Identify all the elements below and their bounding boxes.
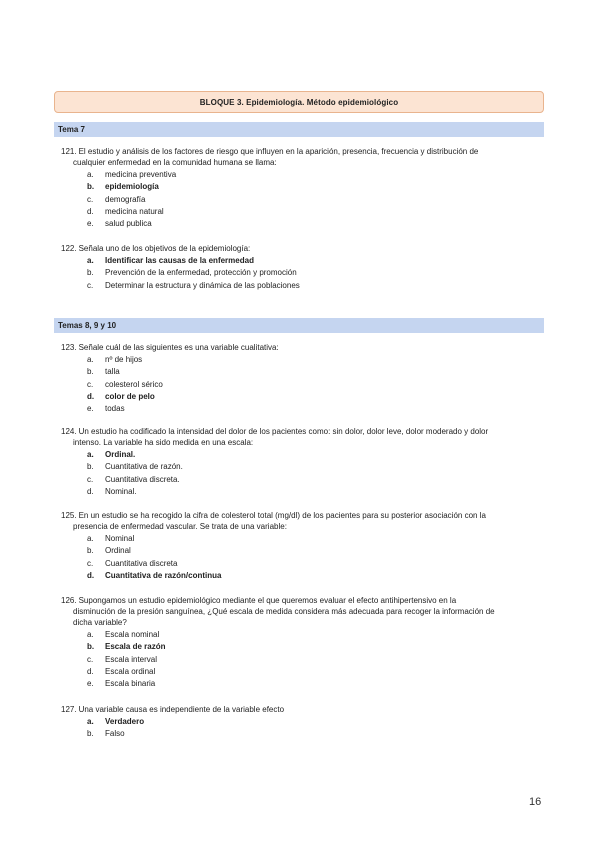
option-letter: a. [87, 355, 94, 364]
option[interactable] [61, 218, 541, 230]
option-letter: c. [87, 654, 94, 664]
topic-bar-temas-8-9-10: Temas 8, 9 y 10 [54, 318, 544, 333]
option-text: Ordinal [105, 546, 131, 556]
option-text: Escala ordinal [105, 666, 156, 676]
option-text: Cuantitativa de razón/continua [105, 570, 222, 580]
option-letter: b. [87, 729, 94, 739]
option-letter: e. [87, 679, 94, 689]
option-text: Identificar las causas de la enfermedad [105, 256, 254, 265]
option-letter: c. [87, 379, 94, 389]
option[interactable] [61, 354, 541, 366]
option-text: Cuantitativa discreta [105, 558, 178, 568]
question-127 [61, 704, 541, 741]
option-letter: a. [87, 450, 94, 459]
option-text: colesterol sérico [105, 379, 163, 389]
option[interactable] [61, 728, 541, 740]
question-121 [61, 146, 541, 230]
option-text: Cuantitativa de razón. [105, 462, 183, 472]
option-letter: b. [87, 268, 94, 278]
option-letter: b. [87, 182, 95, 192]
option-text: talla [105, 367, 120, 377]
question-text [61, 426, 541, 448]
options-list [61, 716, 541, 741]
question-line: dicha variable? [73, 618, 127, 627]
question-line: cualquier enfermedad en la comunidad humana se llama: [73, 158, 277, 167]
option-correct[interactable] [61, 449, 541, 461]
option[interactable] [61, 267, 541, 279]
option[interactable] [61, 654, 541, 666]
question-text [61, 342, 541, 353]
topic-bar-tema-7: Tema 7 [54, 122, 544, 137]
option-text: medicina preventiva [105, 170, 177, 179]
question-number: 121. [61, 147, 77, 156]
option-text: color de pelo [105, 391, 155, 401]
option[interactable] [61, 366, 541, 378]
question-text [61, 704, 541, 715]
question-number: 127. [61, 705, 77, 714]
option-letter: c. [87, 558, 94, 568]
option[interactable] [61, 169, 541, 181]
option[interactable] [61, 280, 541, 292]
option[interactable] [61, 194, 541, 206]
question-text [61, 146, 541, 168]
option-letter: c. [87, 280, 94, 290]
question-text [61, 595, 541, 628]
question-line: Un estudio ha codificado la intensidad del dolor de los pacientes como: sin dolor, dolor leve, dolor moderado y dolor [78, 427, 489, 436]
option-text: Verdadero [105, 717, 145, 726]
question-123 [61, 342, 541, 415]
question-line: Una variable causa es independiente de la variable efecto [78, 705, 285, 714]
option-letter: b. [87, 642, 95, 652]
question-line: Supongamos un estudio epidemiológico mediante el que queremos evaluar el efecto antihipertensivo en la [78, 596, 457, 605]
option-correct[interactable] [61, 716, 541, 728]
question-124 [61, 426, 541, 498]
option[interactable] [61, 474, 541, 486]
option-letter: d. [87, 391, 95, 401]
question-line: En un estudio se ha recogido la cifra de colesterol total (mg/dl) de los pacientes para su posterior asociación con la [78, 511, 486, 520]
option[interactable] [61, 678, 541, 690]
question-number: 123. [61, 343, 77, 352]
option[interactable] [61, 206, 541, 218]
options-list [61, 255, 541, 292]
question-number: 124. [61, 427, 77, 436]
question-line: Señale cuál de las siguientes es una variable cualitativa: [78, 343, 279, 352]
option-text: Escala interval [105, 654, 158, 664]
option-correct[interactable] [61, 570, 541, 582]
option-letter: c. [87, 194, 94, 204]
option-text: nº de hijos [105, 355, 143, 364]
option-letter: a. [87, 630, 94, 639]
option-text: Falso [105, 729, 125, 739]
question-line: Señala uno de los objetivos de la epidemiología: [78, 244, 251, 253]
question-line: presencia de enfermedad vascular. Se trata de una variable: [73, 522, 287, 531]
question-text [61, 510, 541, 532]
option-text: Nominal. [105, 486, 137, 496]
block-title: BLOQUE 3. Epidemiología. Método epidemiológico [54, 91, 544, 113]
option-correct[interactable] [61, 641, 541, 653]
option[interactable] [61, 379, 541, 391]
option-text: Cuantitativa discreta. [105, 474, 180, 484]
option-text: medicina natural [105, 206, 164, 216]
option[interactable] [61, 533, 541, 545]
option-correct[interactable] [61, 181, 541, 193]
question-number: 122. [61, 244, 77, 253]
option[interactable] [61, 629, 541, 641]
option-correct[interactable] [61, 255, 541, 267]
option-text: Ordinal. [105, 450, 136, 459]
question-line: intenso. La variable ha sido medida en una escala: [73, 438, 254, 447]
option-text: Escala de razón [105, 642, 166, 652]
question-122 [61, 243, 541, 292]
option-letter: d. [87, 486, 94, 496]
option[interactable] [61, 545, 541, 557]
option-letter: d. [87, 666, 94, 676]
option-text: todas [105, 404, 125, 414]
option-correct[interactable] [61, 391, 541, 403]
option[interactable] [61, 403, 541, 415]
question-125 [61, 510, 541, 582]
option-letter: e. [87, 219, 94, 229]
option-text: Escala binaria [105, 679, 156, 689]
option-letter: e. [87, 404, 94, 414]
option-letter: b. [87, 546, 94, 556]
option[interactable] [61, 558, 541, 570]
option-letter: a. [87, 534, 94, 543]
option-text: Prevención de la enfermedad, protección y promoción [105, 268, 297, 278]
option-text: epidemiología [105, 182, 159, 192]
option[interactable] [61, 461, 541, 473]
question-126 [61, 595, 541, 690]
question-number: 125. [61, 511, 77, 520]
option[interactable] [61, 486, 541, 498]
option-text: Nominal [105, 534, 135, 543]
option-letter: c. [87, 474, 94, 484]
option-letter: d. [87, 206, 94, 216]
option-text: demografía [105, 194, 146, 204]
question-number: 126. [61, 596, 77, 605]
page-number: 16 [529, 796, 542, 808]
option-text: Escala nominal [105, 630, 160, 639]
option-letter: a. [87, 256, 94, 265]
options-list [61, 533, 541, 582]
question-text [61, 243, 541, 254]
option-text: Determinar la estructura y dinámica de las poblaciones [105, 280, 300, 290]
option-letter: a. [87, 170, 94, 179]
option-letter: a. [87, 717, 94, 726]
option-text: salud publica [105, 219, 152, 229]
option[interactable] [61, 666, 541, 678]
option-letter: b. [87, 462, 94, 472]
options-list [61, 169, 541, 230]
option-letter: b. [87, 367, 94, 377]
question-line: disminución de la presión sanguínea, ¿Qué escala de medida considera más adecuada para recoger la información de [73, 607, 495, 616]
question-line: El estudio y análisis de los factores de riesgo que influyen en la aparición, presencia, frecuencia y distribución de [78, 147, 479, 156]
option-letter: d. [87, 570, 95, 580]
options-list [61, 629, 541, 690]
options-list [61, 354, 541, 415]
options-list [61, 449, 541, 498]
